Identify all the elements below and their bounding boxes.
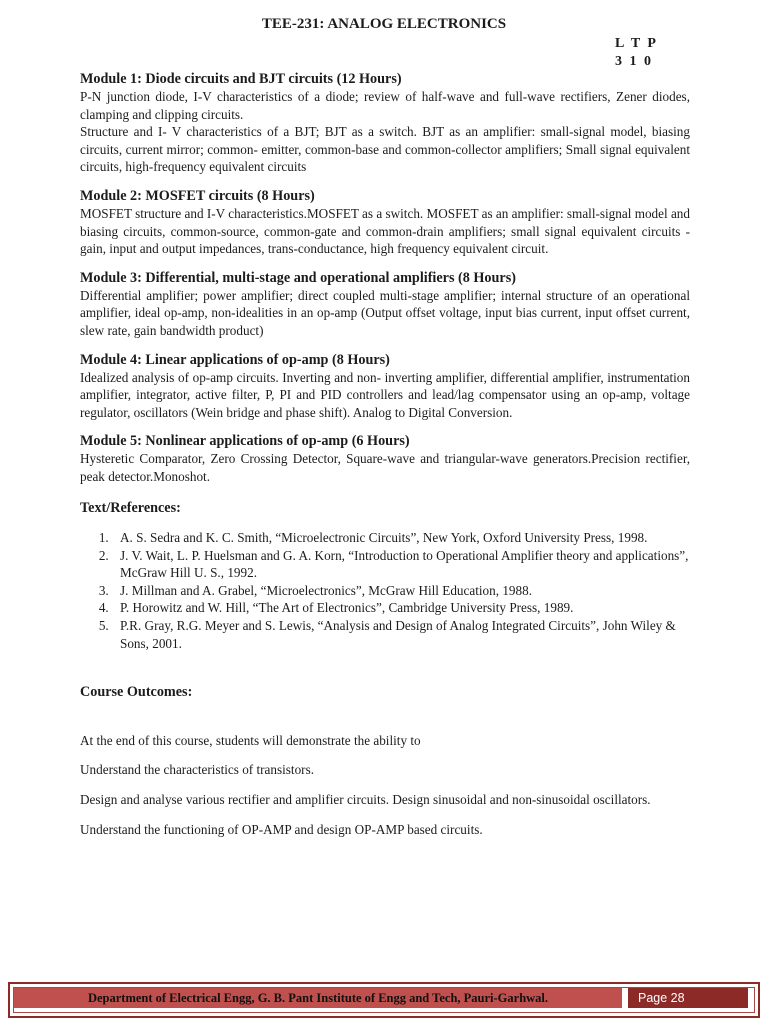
module-2: [80, 187, 690, 258]
module-heading: Module 4: Linear applications of op-amp (8 Hours): [80, 351, 390, 368]
reference-item: 1. A. S. Sedra and K. C. Smith, “Microelectronic Circuits”, New York, Oxford University Press, 1998.: [112, 529, 690, 547]
course-outcomes-heading: Course Outcomes:: [80, 684, 193, 701]
footer-department: Department of Electrical Engg, G. B. Pant Institute of Engg and Tech, Pauri-Garhwal.: [14, 988, 622, 1008]
reference-item: 5. P.R. Gray, R.G. Meyer and S. Lewis, “Analysis and Design of Analog Integrated Circuits”, John Wiley & Sons, 2001.: [112, 617, 690, 652]
module-4: [80, 351, 690, 422]
module-5: [80, 432, 690, 485]
module-text: Idealized analysis of op-amp circuits. Inverting and non- inverting amplifier, differential amplifier, instrumentation amplifier, integrator, active filter, P, PI and PID controllers and lead/lag compensator using an op-amp, voltage regulator, oscillators (Wein bridge and phase shift). Analog to Digital Conversion.: [80, 369, 690, 420]
module-text: Differential amplifier; power amplifier; direct coupled multi-stage amplifier; internal structure of an operational amplifier, ideal op-amp, non-idealities in an op-amp (Output offset voltage, input bias current, input offset current, slew rate, gain bandwidth product): [80, 287, 690, 338]
page-title: TEE-231: ANALOG ELECTRONICS: [261, 16, 507, 32]
ltp-values: 3 1 0: [615, 54, 653, 69]
module-text: MOSFET structure and I-V characteristics.MOSFET as a switch. MOSFET as an amplifier: small-signal model and biasing circuits, common-source, common-gate and common-drain amplifiers; small signal equivalent circuits - gain, input and output impedances, trans-conductance, high frequency equivalent circuit.: [80, 205, 690, 257]
page-footer: [8, 982, 760, 1018]
course-outcome: Design and analyse various rectifier and amplifier circuits. Design sinusoidal and non-sinusoidal oscillators.: [80, 792, 651, 808]
module-heading: Module 3: Differential, multi-stage and operational amplifiers (8 Hours): [80, 269, 516, 286]
module-heading: Module 2: MOSFET circuits (8 Hours): [80, 187, 315, 204]
document-content: [80, 70, 690, 838]
course-outcomes-intro: At the end of this course, students will demonstrate the ability to: [80, 732, 421, 748]
course-outcome: Understand the characteristics of transistors.: [80, 762, 315, 778]
module-text: Hysteretic Comparator, Zero Crossing Detector, Square-wave and triangular-wave generators.Precision rectifier, peak detector.Monoshot.: [80, 451, 690, 484]
module-3: [80, 269, 690, 340]
module-1: [80, 70, 690, 176]
ltp-block: [615, 35, 658, 71]
page-number: Page 28: [628, 988, 748, 1008]
module-heading: Module 1: Diode circuits and BJT circuits (12 Hours): [80, 71, 402, 87]
reference-item: 3. J. Millman and A. Grabel, “Microelectronics”, McGraw Hill Education, 1988.: [112, 582, 690, 600]
reference-item: 4. P. Horowitz and W. Hill, “The Art of Electronics”, Cambridge University Press, 1989.: [112, 599, 690, 617]
ltp-labels: L T P: [615, 36, 658, 51]
reference-item: 2. J. V. Wait, L. P. Huelsman and G. A. Korn, “Introduction to Operational Amplifier theory and applications”, McGraw Hill U. S., 1992.: [112, 547, 690, 582]
references-heading: Text/References:: [80, 499, 181, 516]
module-text: Structure and I- V characteristics of a BJT; BJT as a switch. BJT as an amplifier: small-signal model, biasing circuits, current mirror; common- emitter, common-base and common-collector amplifiers; Small signal equivalent circuits, high-frequency equivalent circuits: [80, 124, 690, 175]
module-heading: Module 5: Nonlinear applications of op-amp (6 Hours): [80, 433, 410, 450]
course-outcome: Understand the functioning of OP-AMP and design OP-AMP based circuits.: [80, 821, 483, 837]
references-list: [80, 529, 690, 652]
module-text: P-N junction diode, I-V characteristics of a diode; review of half-wave and full-wave rectifiers, Zener diodes, clamping and clipping circuits.: [80, 89, 690, 122]
